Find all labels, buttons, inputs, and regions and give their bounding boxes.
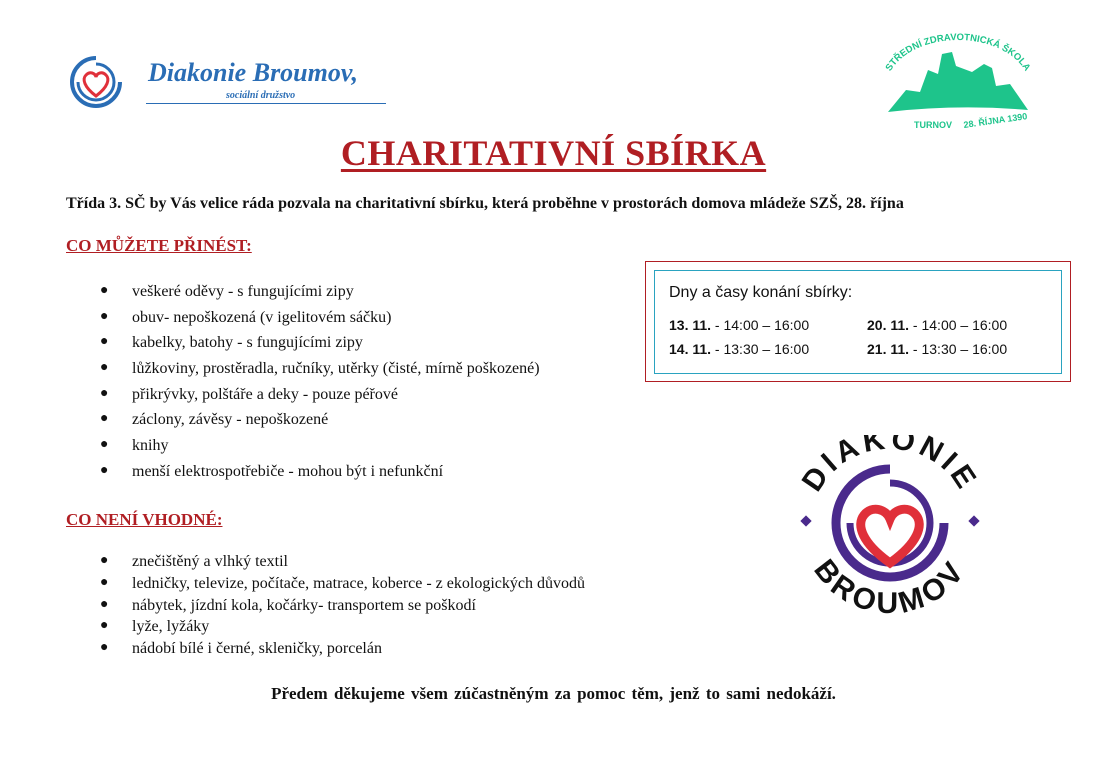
logo-ring-bottom-text: BROUMOV [807, 553, 973, 615]
list-item: ● záclony, závěsy - nepoškozené [100, 411, 329, 429]
list-item: ● obuv- nepoškozená (v igelitovém sáčku) [100, 308, 392, 326]
bullet-icon: ● [100, 360, 109, 376]
schedule-box [645, 261, 1071, 382]
list-item: ● lyže, lyžáky [100, 618, 210, 636]
logo-underline [146, 103, 386, 104]
bullet-icon: ● [100, 640, 109, 656]
diakonie-logo-round [790, 435, 990, 615]
list-item: ● nádobí bílé i černé, skleničky, porcelán [100, 640, 382, 658]
schedule-slot: 13. 11. - 14:00 – 16:00 [669, 317, 810, 333]
bring-section-title: CO MŮŽETE PŘINÉST: [66, 236, 252, 255]
bullet-icon: ● [100, 308, 109, 324]
list-item: ● menší elektrospotřebiče - mohou být i nefunkční [100, 462, 444, 480]
bullet-icon: ● [100, 385, 109, 401]
footer-thanks: Předem děkujeme všem zúčastněným za pomoc těm, jenž to sami nedokáží. [271, 684, 836, 703]
bullet-icon: ● [100, 462, 109, 478]
logo-brand-text: Diakonie Broumov, [148, 58, 358, 87]
bullet-icon: ● [100, 411, 109, 427]
diakonie-logo-header [66, 52, 396, 112]
schedule-slot: 14. 11. - 13:30 – 16:00 [669, 341, 810, 357]
not-suitable-list [100, 553, 720, 662]
list-item: ● znečištěný a vlhký textil [100, 553, 288, 570]
bullet-icon: ● [100, 618, 109, 634]
bullet-icon: ● [100, 574, 109, 590]
list-item: ● ledničky, televize, počítače, matrace, koberce - z ekologických důvodů [100, 574, 585, 592]
bullet-icon: ● [100, 334, 109, 350]
bullet-icon: ● [100, 283, 109, 298]
bring-list [100, 283, 660, 489]
school-date: 28. ŘÍJNA 1390 [962, 111, 1028, 130]
list-item: ● nábytek, jízdní kola, kočárky- transportem se poškodí [100, 596, 476, 614]
bullet-icon: ● [100, 437, 109, 453]
list-item: ● přikrývky, polštáře a deky - pouze péřové [100, 385, 398, 403]
list-item: ● lůžkoviny, prostěradla, ručníky, utěrky (čisté, mírně poškozené) [100, 360, 540, 378]
list-item: ● knihy [100, 437, 169, 455]
school-town: TURNOV [914, 120, 952, 130]
list-item: ● veškeré oděvy - s fungujícími zipy [100, 283, 354, 300]
intro-text: Třída 3. SČ by Vás velice ráda pozvala na charitativní sbírku, která proběhne v prostorách domova mládeže SZŠ, 28. října [66, 195, 904, 212]
schedule-slot: 21. 11. - 13:30 – 16:00 [867, 341, 1008, 357]
not-suitable-section-title: CO NENÍ VHODNÉ: [66, 510, 223, 529]
logo-ring-top-text: DIAKONIE [795, 435, 985, 498]
heart-ring-icon [790, 435, 990, 615]
school-name-arc: STŘEDNÍ ZDRAVOTNICKÁ ŠKOLA [883, 31, 1033, 74]
diakonie-heart-icon [66, 52, 126, 112]
page-title: CHARITATIVNÍ SBÍRKA [340, 133, 767, 173]
bullet-icon: ● [100, 596, 109, 612]
bullet-icon: ● [100, 553, 109, 568]
logo-subtitle-text: sociální družstvo [226, 90, 296, 101]
svg-text:DIAKONIE [796, 435, 984, 497]
schedule-inner-frame [654, 270, 1062, 374]
list-item: ● kabelky, batohy - s fungujícími zipy [100, 334, 363, 352]
schedule-title: Dny a časy konání sbírky: [669, 284, 853, 301]
schedule-slot: 20. 11. - 14:00 – 16:00 [867, 317, 1008, 333]
